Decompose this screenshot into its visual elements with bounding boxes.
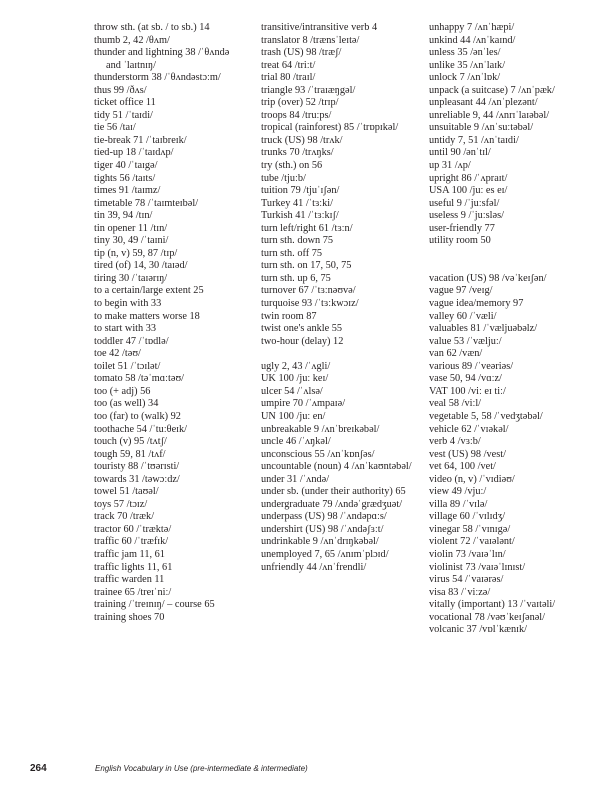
index-entry: trunks 70 /trʌŋks/ (261, 147, 334, 159)
index-entry: thus 99 /ðʌs/ (94, 84, 147, 96)
index-entry: treat 64 /triːt/ (261, 59, 316, 71)
index-entry: vet 64, 100 /vet/ (429, 461, 496, 473)
index-entry: undershirt (US) 98 /ˈʌndəʃɜːt/ (261, 523, 384, 535)
index-entry: too (as well) 34 (94, 398, 159, 410)
index-column-1 (94, 22, 244, 624)
index-entry: turn sth. down 75 (261, 235, 334, 247)
index-entry: tidy 51 /ˈtaɪdi/ (94, 109, 153, 121)
index-entry: volcanic 37 /vɒlˈkænɪk/ (429, 624, 528, 636)
index-entry: UK 100 /juː keɪ/ (261, 373, 329, 385)
index-entry: truck (US) 98 /trʌk/ (261, 134, 343, 146)
index-entry: umpire 70 /ˈʌmpaɪə/ (261, 398, 346, 410)
index-entry: unlock 7 /ʌnˈlɒk/ (429, 72, 501, 84)
index-entry: ticket office 11 (94, 97, 156, 109)
index-entry: underpass (US) 98 /ˈʌndəpɑːs/ (261, 511, 387, 523)
index-entry: trip (over) 52 /trɪp/ (261, 97, 339, 109)
index-entry: undergraduate 79 /ʌndəˈgrædʒuət/ (261, 498, 403, 510)
index-entry: useful 9 /ˈjuːsfəl/ (429, 197, 500, 209)
index-entry: tights 56 /taɪts/ (94, 172, 156, 184)
index-entry: unlike 35 /ʌnˈlaɪk/ (429, 59, 506, 71)
index-entry: tough 59, 81 /tʌf/ (94, 448, 166, 460)
index-entry: to start with 33 (94, 323, 157, 335)
page-footer (30, 763, 597, 777)
index-entry: to make matters worse 18 (94, 310, 200, 322)
index-entry: ulcer 54 /ˈʌlsə/ (261, 385, 323, 397)
index-entry: thunder and lightning 38 /ˈθʌndə and ˈlaɪtnɪŋ/ (94, 47, 230, 71)
index-entry: tractor 60 /ˈtræktə/ (94, 523, 172, 535)
index-entry: vehicle 62 /ˈvɪəkəl/ (429, 423, 509, 435)
index-entry: Turkish 41 /ˈtɜːkɪʃ/ (261, 210, 339, 222)
index-entry: to a certain/large extent 25 (94, 285, 204, 297)
index-entry: to begin with 33 (94, 298, 162, 310)
index-entry: veal 58 /viːl/ (429, 398, 482, 410)
index-entry: villa 89 /ˈvɪlə/ (429, 498, 488, 510)
index-entry: under sb. (under their authority) 65 (261, 486, 406, 498)
index-entry: thumb 2, 42 /θʌm/ (94, 34, 170, 46)
index-entry: unless 35 /ənˈles/ (429, 47, 501, 59)
index-entry: traffic jam 11, 61 (94, 548, 165, 560)
index-entry: translator 8 /trænsˈleɪtə/ (261, 34, 360, 46)
index-entry: USA 100 /juː es eɪ/ (429, 185, 508, 197)
index-entry: useless 9 /ˈjuːsləs/ (429, 210, 504, 222)
index-entry: unsuitable 9 /ʌnˈsuːtəbəl/ (429, 122, 534, 134)
index-entry: training /ˈtreɪnɪŋ/ – course 65 (94, 599, 215, 611)
index-entry: verb 4 /vɜːb/ (429, 436, 481, 448)
index-entry: twin room 87 (261, 310, 317, 322)
index-entry: value 53 /ˈvæljuː/ (429, 335, 502, 347)
index-entry: visa 83 /ˈviːzə/ (429, 586, 491, 598)
index-entry: tiny 30, 49 /ˈtaɪni/ (94, 235, 169, 247)
index-entry: valley 60 /ˈvæli/ (429, 310, 497, 322)
index-entry: tropical (rainforest) 85 /ˈtrɒpɪkəl/ (261, 122, 399, 134)
index-entry: untidy 7, 51 /ʌnˈtaɪdi/ (429, 134, 519, 146)
index-entry: user-friendly 77 (429, 222, 495, 234)
index-entry: vocational 78 /vəʊˈkeɪʃənəl/ (429, 611, 546, 623)
index-entry: tomato 58 /təˈmɑːtəʊ/ (94, 373, 184, 385)
book-title: English Vocabulary in Use (pre-intermediate & intermediate) (95, 764, 308, 773)
index-entry: undrinkable 9 /ʌnˈdrɪŋkəbəl/ (261, 536, 379, 548)
index-entry: vegetable 5, 58 /ˈvedʒtəbəl/ (429, 410, 543, 422)
index-entry: unkind 44 /ʌnˈkaɪnd/ (429, 34, 516, 46)
index-entry: troops 84 /truːps/ (261, 109, 332, 121)
index-entry: thunderstorm 38 /ˈθʌndəstɔːm/ (94, 72, 221, 84)
index-entry: various 89 /ˈveəriəs/ (429, 360, 514, 372)
index-entry: tied-up 18 /ˈtaɪdʌp/ (94, 147, 174, 159)
index-entry: violin 73 /vaɪəˈlɪn/ (429, 548, 506, 560)
index-entry: tie-break 71 /ˈtaɪbreɪk/ (94, 134, 187, 146)
index-entry: triangle 93 /ˈtraɪæŋgəl/ (261, 84, 356, 96)
index-entry: turn sth. on 17, 50, 75 (261, 260, 352, 272)
index-entry: up 31 /ʌp/ (429, 160, 471, 172)
index-entry: unpack (a suitcase) 7 /ʌnˈpæk/ (429, 84, 555, 96)
index-entry: VAT 100 /viː eɪ tiː/ (429, 385, 506, 397)
index-entry: turquoise 93 /ˈtɜːkwɔɪz/ (261, 298, 359, 310)
index-entry: video (n, v) /ˈvɪdiəʊ/ (429, 473, 515, 485)
index-entry: trash (US) 98 /træʃ/ (261, 47, 342, 59)
index-entry: vague 97 /veɪg/ (429, 285, 493, 297)
index-entry: trainee 65 /treɪˈniː/ (94, 586, 172, 598)
index-entry: uncle 46 /ˈʌŋkəl/ (261, 436, 331, 448)
index-entry: unpleasant 44 /ʌnˈplezənt/ (429, 97, 538, 109)
section-gap (261, 348, 426, 361)
index-entry: UN 100 /juː en/ (261, 410, 326, 422)
index-entry: vase 50, 94 /vɑːz/ (429, 373, 502, 385)
index-entry: vest (US) 98 /vest/ (429, 448, 506, 460)
index-entry: tired (of) 14, 30 /taɪəd/ (94, 260, 188, 272)
index-entry: van 62 /væn/ (429, 348, 483, 360)
index-entry: turn left/right 61 /tɜːn/ (261, 222, 353, 234)
index-entry: twist one's ankle 55 (261, 323, 343, 335)
index-entry: timetable 78 /ˈtaɪmteɪbəl/ (94, 197, 199, 209)
index-entry: towel 51 /taʊəl/ (94, 486, 159, 498)
index-entry: too (far) to (walk) 92 (94, 410, 181, 422)
index-entry: ugly 2, 43 /ˈʌgli/ (261, 360, 331, 372)
index-entry: violent 72 /ˈvaɪələnt/ (429, 536, 515, 548)
index-entry: turnover 67 /ˈtɜːnəʊvə/ (261, 285, 356, 297)
index-entry: tiring 30 /ˈtaɪərɪŋ/ (94, 272, 168, 284)
index-entry: vitally (important) 13 /ˈvaɪtəli/ (429, 599, 556, 611)
section-gap (429, 248, 594, 261)
index-entry: village 60 /ˈvɪlɪdʒ/ (429, 511, 506, 523)
index-entry: transitive/intransitive verb 4 (261, 22, 378, 33)
index-column-2 (261, 22, 426, 574)
index-entry: two-hour (delay) 12 (261, 335, 344, 347)
section-gap (429, 260, 594, 273)
index-entry: vague idea/memory 97 (429, 298, 524, 310)
index-column-3 (429, 22, 594, 637)
index-entry: tip (n, v) 59, 87 /tɪp/ (94, 247, 178, 259)
index-entry: traffic lights 11, 61 (94, 561, 173, 573)
index-entry: touristy 88 /ˈtʊərɪsti/ (94, 461, 180, 473)
index-entry: Turkey 41 /ˈtɜːki/ (261, 197, 334, 209)
index-entry: under 31 /ˈʌndə/ (261, 473, 330, 485)
index-entry: turn sth. off 75 (261, 247, 323, 259)
index-entry: tiger 40 /ˈtaɪgə/ (94, 160, 158, 172)
index-entry: valuables 81 /ˈvæljuəbəlz/ (429, 323, 538, 335)
index-entry: toilet 51 /ˈtɔɪlət/ (94, 360, 161, 372)
index-entry: upright 86 /ˈʌpraɪt/ (429, 172, 508, 184)
index-entry: unemployed 7, 65 /ʌnɪmˈplɔɪd/ (261, 548, 389, 560)
index-entry: unreliable 9, 44 /ʌnrɪˈlaɪəbəl/ (429, 109, 550, 121)
index-entry: uncountable (noun) 4 /ʌnˈkaʊntəbəl/ (261, 461, 412, 473)
index-entry: touch (v) 95 /tʌtʃ/ (94, 436, 167, 448)
index-entry: tin opener 11 /tɪn/ (94, 222, 168, 234)
index-entry: unhappy 7 /ʌnˈhæpi/ (429, 22, 515, 33)
index-entry: view 49 /vjuː/ (429, 486, 487, 498)
index-entry: track 70 /træk/ (94, 511, 155, 523)
index-entry: toddler 47 /ˈtɒdlə/ (94, 335, 169, 347)
index-entry: tube /tjuːb/ (261, 172, 306, 184)
index-entry: tuition 79 /tjuˈɪʃən/ (261, 185, 340, 197)
index-entry: unconscious 55 /ʌnˈkɒnʃəs/ (261, 448, 375, 460)
index-entry: vinegar 58 /ˈvɪnɪgə/ (429, 523, 511, 535)
index-entry: training shoes 70 (94, 611, 165, 623)
index-entry: toe 42 /təʊ/ (94, 348, 141, 360)
index-entry: vacation (US) 98 /vəˈkeɪʃən/ (429, 272, 547, 284)
index-entry: unbreakable 9 /ʌnˈbreɪkəbəl/ (261, 423, 380, 435)
index-entry: virus 54 /ˈvaɪərəs/ (429, 574, 504, 586)
index-entry: trial 80 /traɪl/ (261, 72, 316, 84)
index-entry: tin 39, 94 /tɪn/ (94, 210, 153, 222)
index-entry: utility room 50 (429, 235, 491, 247)
page-number: 264 (30, 763, 47, 774)
index-entry: times 91 /taɪmz/ (94, 185, 161, 197)
index-entry: toys 57 /tɔɪz/ (94, 498, 148, 510)
index-entry: traffic warden 11 (94, 574, 165, 586)
index-entry: until 90 /ənˈtɪl/ (429, 147, 491, 159)
index-entry: traffic 60 /ˈtræfɪk/ (94, 536, 169, 548)
index-entry: tie 56 /taɪ/ (94, 122, 136, 134)
index-entry: unfriendly 44 /ʌnˈfrendli/ (261, 561, 367, 573)
index-entry: toothache 54 /ˈtuːθeɪk/ (94, 423, 188, 435)
index-entry: towards 31 /təwɔːdz/ (94, 473, 180, 485)
index-entry: throw sth. (at sb. / to sb.) 14 (94, 22, 210, 33)
index-entry: turn sth. up 6, 75 (261, 272, 331, 284)
index-entry: violinist 73 /vaɪəˈlɪnɪst/ (429, 561, 526, 573)
index-entry: too (+ adj) 56 (94, 385, 151, 397)
index-entry: try (sth.) on 56 (261, 160, 323, 172)
